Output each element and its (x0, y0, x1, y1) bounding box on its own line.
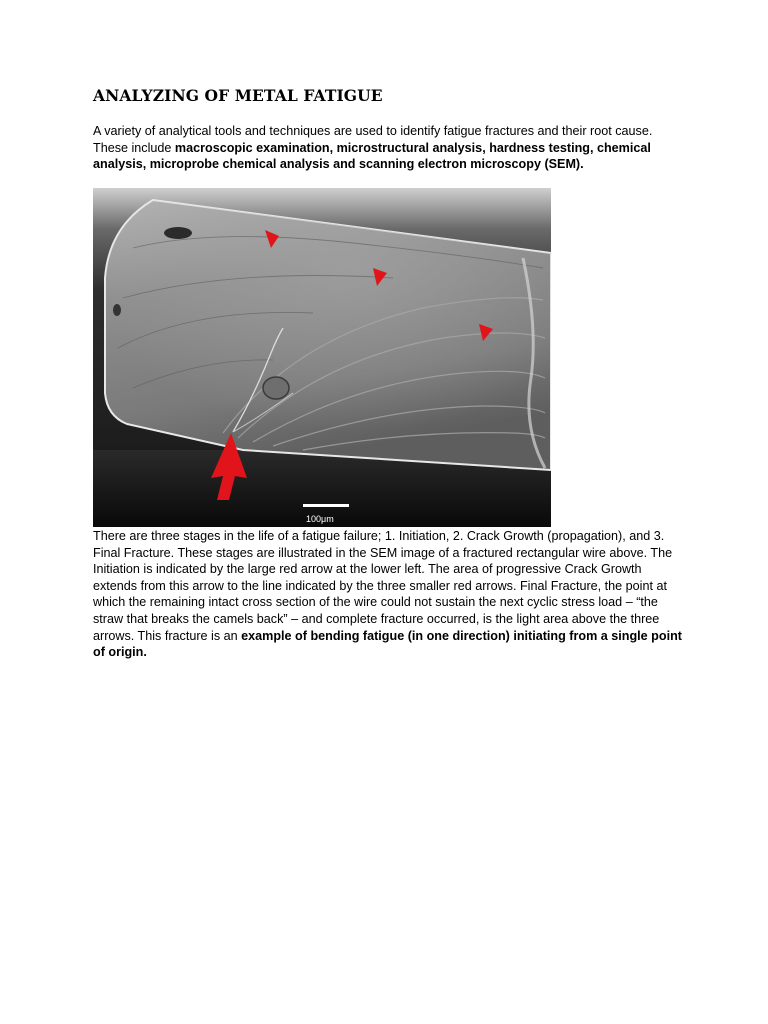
body-bold-text: example of bending fatigue (in one direction) initiating from a single point of origin. (93, 628, 682, 660)
body-paragraph (93, 528, 683, 661)
dark-inclusion (164, 227, 192, 239)
intro-paragraph (93, 123, 683, 173)
sem-image-drawing (93, 188, 551, 527)
dark-inclusion (113, 304, 121, 316)
body-main-text: There are three stages in the life of a fatigue failure; 1. Initiation, 2. Crack Growth (propagation), and 3. Final Fracture. These stages are illustrated in the SEM image of a fractured rectangular wire above. The Initiation is indicated by the large red arrow at the lower left. The area of progressive Crack Growth extends from this arrow to the line indicated by the three smaller red arrows. Final Fracture, the point at which the remaining intact cross section of the wire could not sustain the next cyclic stress load – “the straw that breaks the camels back” – and complete fracture occurred, is the light area above the three arrows. This fracture is an (93, 529, 673, 643)
intro-bold-text: macroscopic examination, microstructural analysis, hardness testing, chemical analysis, microprobe chemical analysis and scanning electron microscopy (SEM). (93, 140, 651, 172)
document-title: ANALYZING OF METAL FATIGUE (93, 86, 383, 105)
surface-pit (263, 377, 289, 399)
scale-bar (303, 504, 349, 507)
intro-lead-text: A variety of analytical tools and techniques are used to identify fatigue fractures and their root cause. These include (93, 124, 653, 155)
scale-bar-label: 100μm (306, 514, 334, 524)
sem-fracture-image (93, 188, 551, 527)
